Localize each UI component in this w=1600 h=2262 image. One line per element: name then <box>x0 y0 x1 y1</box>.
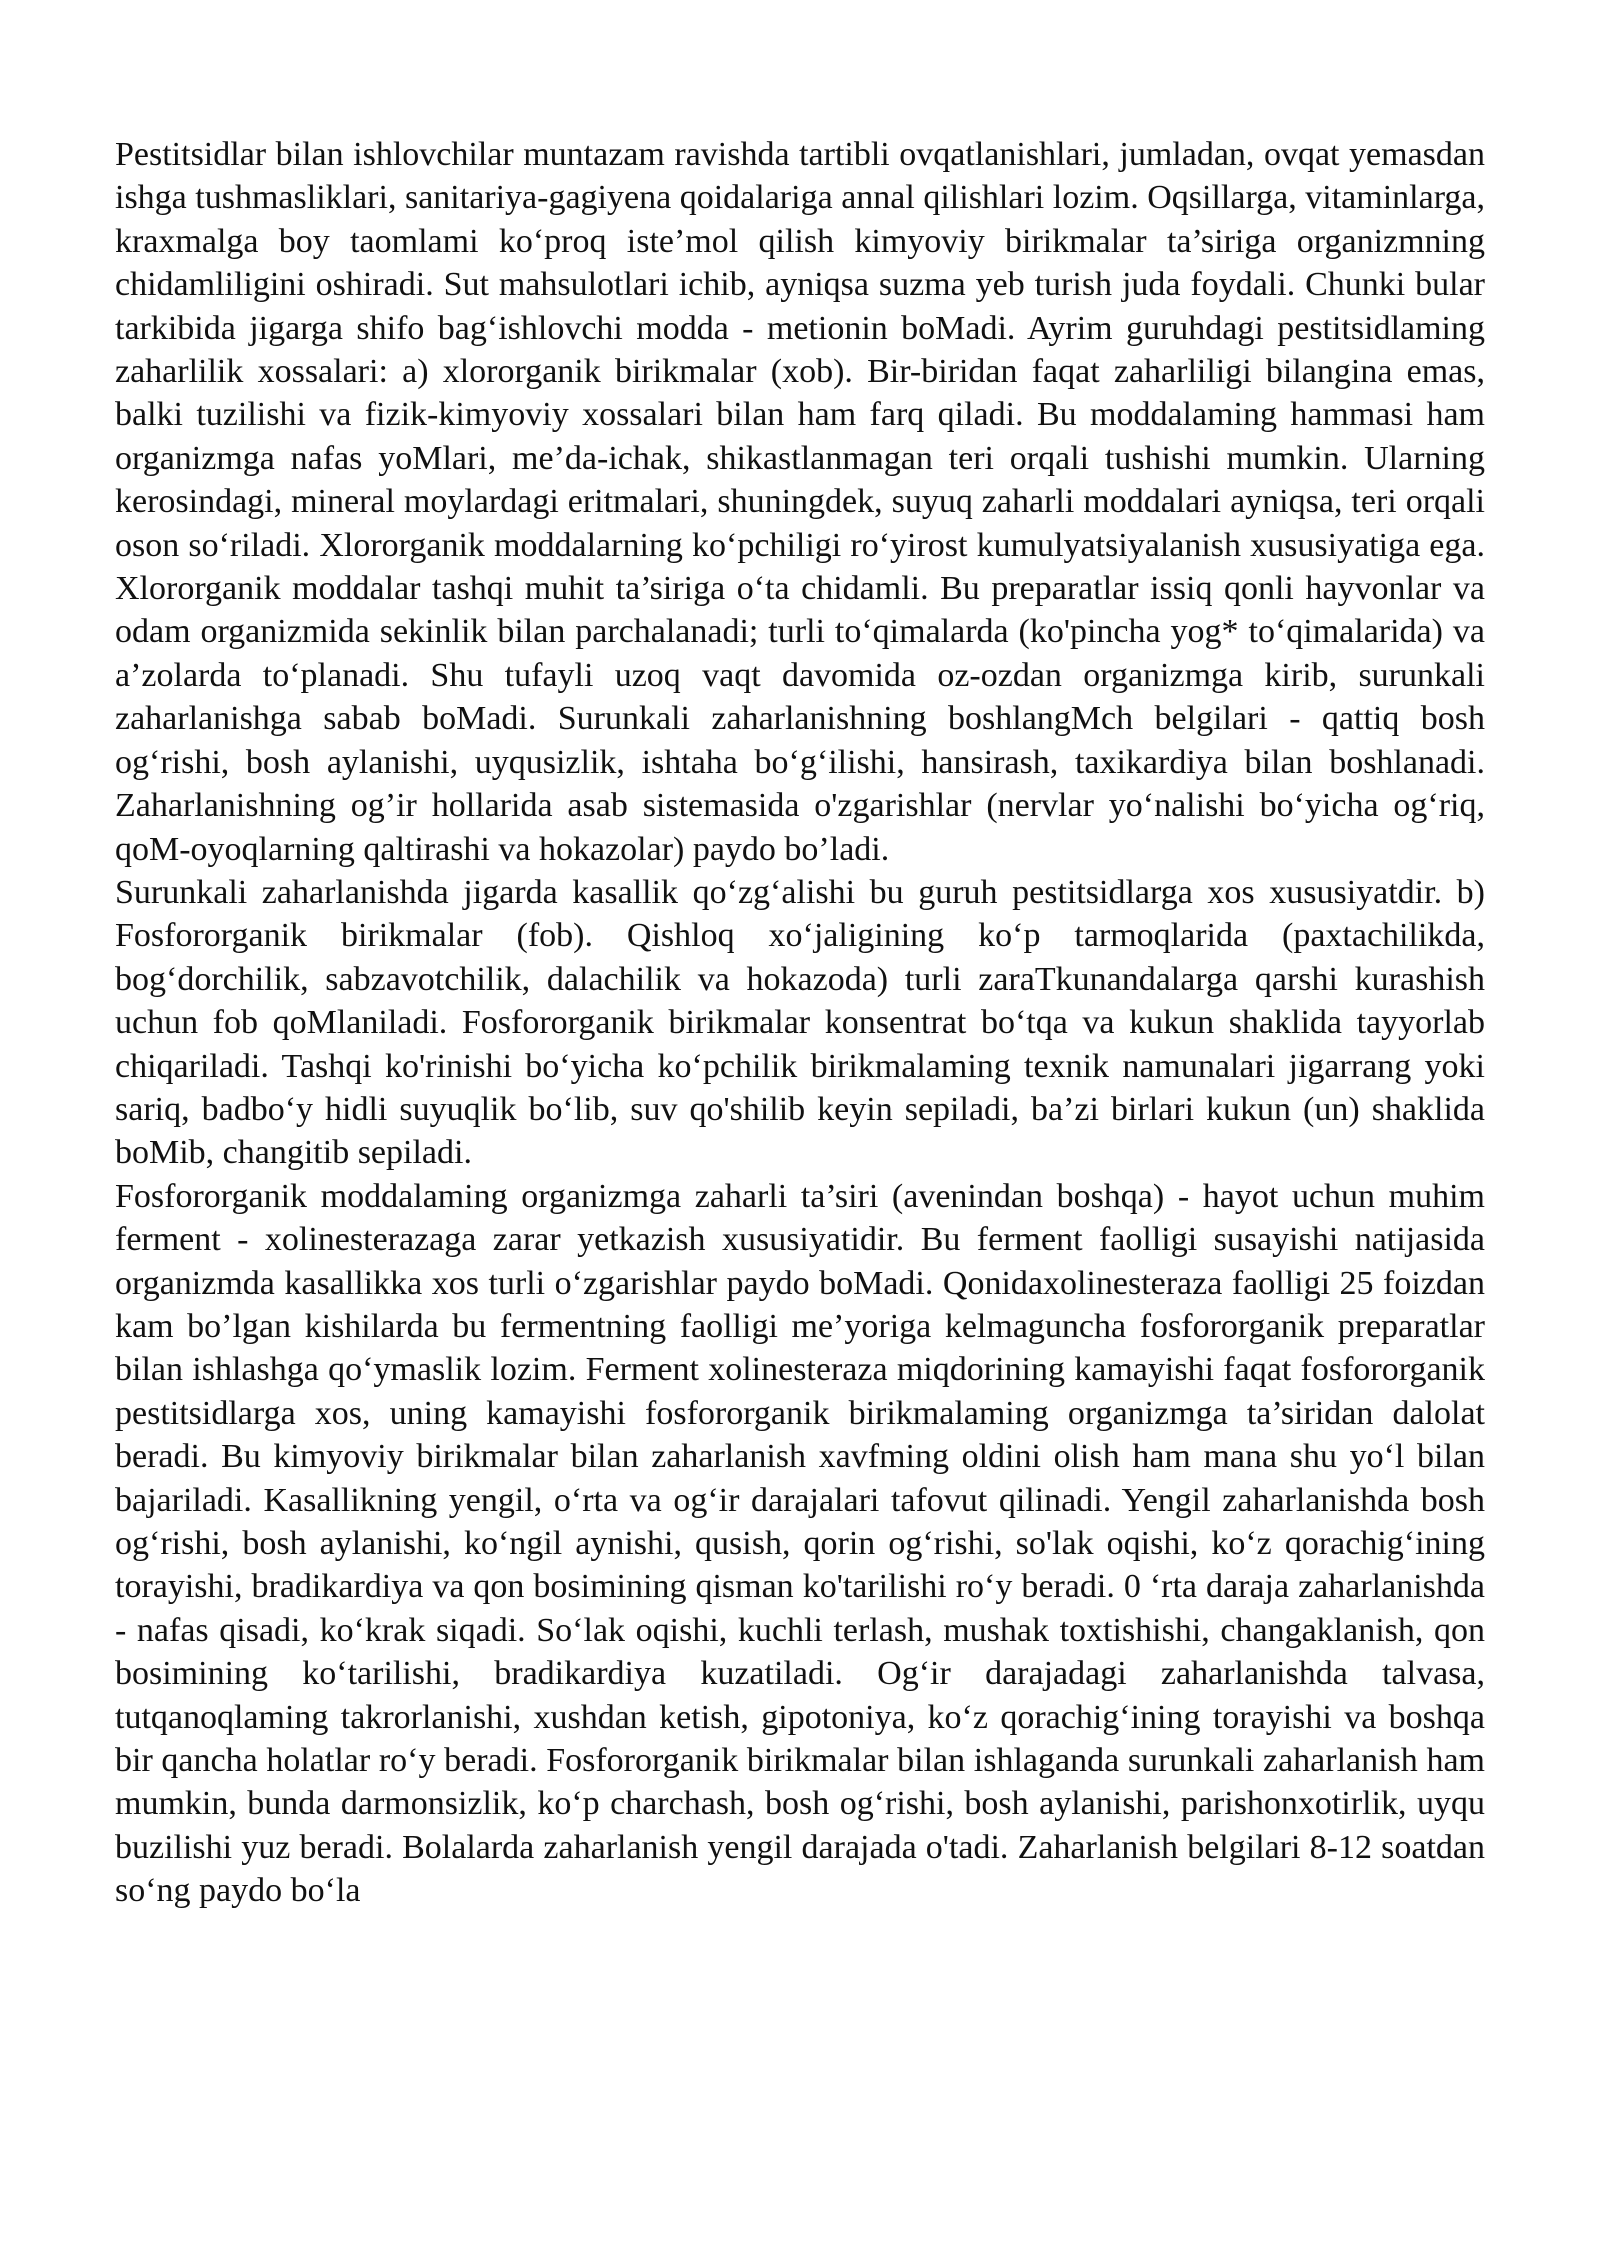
paragraph-2: Surunkali zaharlanishda jigarda kasallik qo‘zg‘alishi bu guruh pestitsidlarga xos xususiyatdir. b) Fosfororganik birikmalar (fob). Qishloq xo‘jaligining ko‘p tarmoqlarida (paxtachilikda, bog‘dorchilik, sabzavotchilik, dalachilik va hokazoda) turli zaraTkunandalarga qarshi kurashish uchun fob qoMlaniladi. Fosfororganik birikmalar konsentrat bo‘tqa va kukun shaklida tayyorlab chiqariladi. Tashqi ko'rinishi bo‘yicha ko‘pchilik birikmalaming texnik namunalari jigarrang yoki sariq, badbo‘y hidli suyuqlik bo‘lib, suv qo'shilib keyin sepiladi, ba’zi birlari kukun (un) shaklida boMib, changitib sepiladi. <box>115 873 1485 1172</box>
document-body <box>115 133 1485 1913</box>
paragraph-1: Pestitsidlar bilan ishlovchilar muntazam ravishda tartibli ovqatlanishlari, jumladan, ovqat yemasdan ishga tushmasliklari, sanitariya-gagiyena qoidalariga annal qilishlari lozim. Oqsillarga, vitaminlarga, kraxmalga boy taomlami ko‘proq iste’mol qilish kimyoviy birikmalar ta’siriga organizmning chidamliligini oshiradi. Sut mahsulotlari ichib, ayniqsa suzma yeb turish juda foydali. Chunki bular tarkibida jigarga shifo bag‘ishlovchi modda - metionin boMadi. Ayrim guruhdagi pestitsidlaming zaharlilik xossalari: a) xlororganik birikmalar (xob). Bir-biridan faqat zaharliligi bilangina emas, balki tuzilishi va fizik-kimyoviy xossalari bilan ham farq qiladi. Bu moddalaming hammasi ham organizmga nafas yoMlari, me’da-ichak, shikastlanmagan teri orqali tushishi mumkin. Ularning kerosindagi, mineral moylardagi eritmalari, shuningdek, suyuq zaharli moddalari ayniqsa, teri orqali oson so‘riladi. Xlororganik moddalarning ko‘pchiligi ro‘yirost kumulyatsiyalanish xususiyatiga ega. Xlororganik moddalar tashqi muhit ta’siriga o‘ta chidamli. Bu preparatlar issiq qonli hayvonlar va odam organizmida sekinlik bilan parchalanadi; turli to‘qimalarda (ko'pincha yog* to‘qimalarida) va a’zolarda to‘planadi. Shu tufayli uzoq vaqt davomida oz-ozdan organizmga kirib, surunkali zaharlanishga sabab boMadi. Surunkali zaharlanishning boshlangMch belgilari - qattiq bosh og‘rishi, bosh aylanishi, uyqusizlik, ishtaha bo‘g‘ilishi, hansirash, taxikardiya bilan boshlanadi. Zaharlanishning og’ir hollarida asab sistemasida o'zgarishlar (nervlar yo‘nalishi bo‘yicha og‘riq, qoM-oyoqlarning qaltirashi va hokazolar) paydo bo’ladi. <box>115 136 1485 868</box>
paragraph-3: Fosfororganik moddalaming organizmga zaharli ta’siri (avenindan boshqa) - hayot uchun muhim ferment - xolinesterazaga zarar yetkazish xususiyatidir. Bu ferment faolligi susayishi natijasida organizmda kasallikka xos turli o‘zgarishlar paydo boMadi. Qonidaxolinesteraza faolligi 25 foizdan kam bo’lgan kishilarda bu fermentning faolligi me’yoriga kelmaguncha fosfororganik preparatlar bilan ishlashga qo‘ymaslik lozim. Ferment xolinesteraza miqdorining kamayishi faqat fosfororganik pestitsidlarga xos, uning kamayishi fosfororganik birikmalaming organizmga ta’siridan dalolat beradi. Bu kimyoviy birikmalar bilan zaharlanish xavfming oldini olish ham mana shu yo‘l bilan bajariladi. Kasallikning yengil, o‘rta va og‘ir darajalari tafovut qilinadi. Yengil zaharlanishda bosh og‘rishi, bosh aylanishi, ko‘ngil aynishi, qusish, qorin og‘rishi, so'lak oqishi, ko‘z qorachig‘ining torayishi, bradikardiya va qon bosimining qisman ko'tarilishi ro‘y beradi. 0 ‘rta daraja zaharlanishda - nafas qisadi, ko‘krak siqadi. So‘lak oqishi, kuchli terlash, mushak toxtishishi, changaklanish, qon bosimining ko‘tarilishi, bradikardiya kuzatiladi. Og‘ir darajadagi zaharlanishda talvasa, tutqanoqlaming takrorlanishi, xushdan ketish, gipotoniya, ko‘z qorachig‘ining torayishi va boshqa bir qancha holatlar ro‘y beradi. Fosfororganik birikmalar bilan ishlaganda surunkali zaharlanish ham mumkin, bunda darmonsizlik, ko‘p charchash, bosh og‘rishi, bosh aylanishi, parishonxotirlik, uyqu buzilishi yuz beradi. Bolalarda zaharlanish yengil darajada o'tadi. Zaharlanish belgilari 8-12 soatdan so‘ng paydo bo‘la <box>115 1177 1485 1910</box>
